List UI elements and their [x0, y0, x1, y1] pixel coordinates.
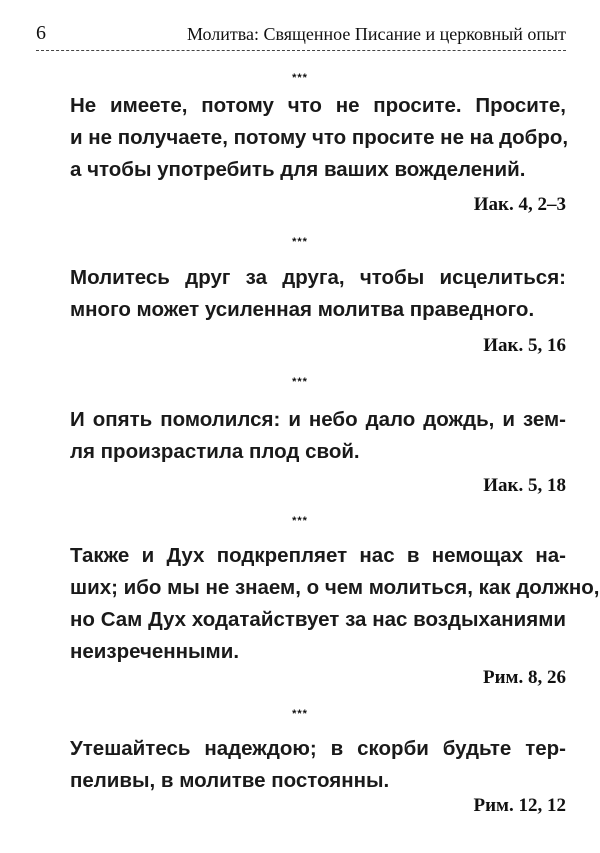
quote-text — [70, 90, 569, 186]
quote-text — [70, 404, 566, 468]
separator: *** — [292, 236, 308, 248]
quote-line: Молитесь друг за друга, чтобы исцелиться: — [70, 266, 566, 289]
separator: *** — [292, 72, 308, 84]
quote-line: ля произрастила плод свой. — [70, 440, 360, 463]
page-number: 6 — [36, 22, 46, 44]
quote-line: пеливы, в молитве постоянны. — [70, 769, 390, 792]
quote-line: неизреченными. — [70, 640, 240, 663]
separator: *** — [292, 515, 308, 527]
quote-text — [70, 262, 566, 326]
quote-line: Также и Дух подкрепляет нас в немощах на- — [70, 544, 566, 567]
running-header — [36, 22, 566, 46]
running-title: Молитва: Священное Писание и церковный опыт — [186, 24, 566, 44]
quote-reference: Иак. 4, 2–3 — [473, 194, 566, 215]
quote-reference: Иак. 5, 18 — [483, 475, 566, 496]
quote-reference: Иак. 5, 16 — [483, 335, 566, 356]
quote-line: Утешайтесь надеждою; в скорби будьте тер- — [70, 737, 566, 760]
quote-line: но Сам Дух ходатайствует за нас воздыханиями — [70, 608, 566, 631]
quote-reference: Рим. 12, 12 — [473, 795, 566, 816]
separator: *** — [292, 376, 308, 388]
quote-line: и не получаете, потому что просите не на добро, — [70, 126, 569, 149]
quote-line: а чтобы употребить для ваших вожделений. — [70, 158, 526, 181]
quote-line: И опять помолился: и небо дало дождь, и зем- — [70, 408, 566, 431]
quote-text — [70, 540, 600, 668]
quote-line: много может усиленная молитва праведного. — [70, 298, 535, 321]
header-rule — [36, 50, 566, 51]
quote-line: Не имеете, потому что не просите. Просите, — [70, 94, 566, 117]
separator: *** — [292, 708, 308, 720]
quote-line: ших; ибо мы не знаем, о чем молиться, как должно, — [70, 576, 600, 599]
quote-reference: Рим. 8, 26 — [483, 667, 566, 688]
quote-text — [70, 733, 566, 797]
